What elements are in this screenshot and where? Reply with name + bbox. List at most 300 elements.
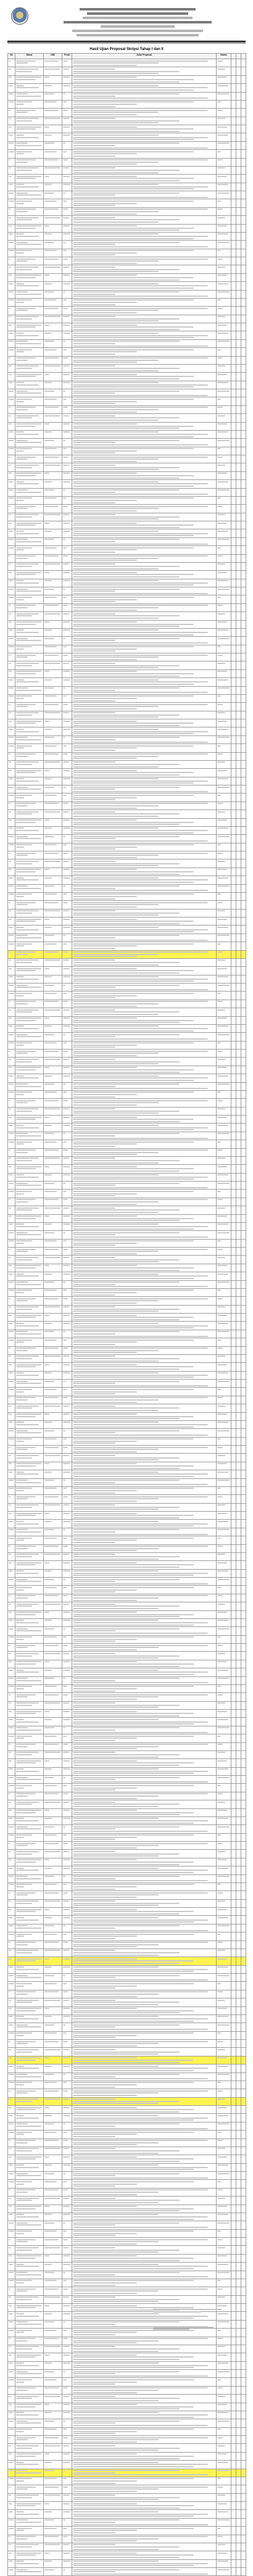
- table-cell: [72, 711, 217, 719]
- table-cell: [8, 1792, 15, 1800]
- table-cell: [8, 2320, 15, 2328]
- table-cell: [231, 1882, 236, 1891]
- table-cell: [72, 1380, 217, 1388]
- table-cell: [241, 463, 246, 471]
- table-cell: [72, 1346, 217, 1354]
- table-cell: [8, 331, 15, 339]
- table-row: [8, 1305, 246, 1313]
- table-row: [8, 1214, 246, 1222]
- table-cell: [62, 109, 72, 117]
- table-cell: [44, 290, 62, 298]
- table-cell: [217, 868, 231, 876]
- table-cell: [217, 645, 231, 653]
- table-cell: [44, 1635, 62, 1643]
- table-cell: [44, 2031, 62, 2039]
- table-cell: [8, 2329, 15, 2337]
- table-cell: [241, 1222, 246, 1230]
- table-cell: [236, 1165, 241, 1173]
- table-cell: [241, 2106, 246, 2114]
- table-cell: [44, 1033, 62, 1041]
- table-cell: [8, 587, 15, 595]
- table-cell: [231, 876, 236, 884]
- table-cell: [15, 1124, 44, 1132]
- table-cell: [236, 2205, 241, 2213]
- table-cell: [231, 727, 236, 735]
- table-cell: [8, 463, 15, 471]
- table-cell: [72, 348, 217, 356]
- table-cell: [231, 2180, 236, 2188]
- table-row: [8, 661, 246, 669]
- table-cell: [72, 1058, 217, 1066]
- table-cell: [15, 1949, 44, 1957]
- table-cell: [72, 678, 217, 686]
- table-cell: [72, 2180, 217, 2188]
- table-cell: [217, 1660, 231, 1668]
- table-cell: [8, 2180, 15, 2188]
- table-cell: [231, 100, 236, 108]
- table-cell: [62, 1710, 72, 1718]
- table-cell: [62, 661, 72, 669]
- table-cell: [8, 1816, 15, 1824]
- table-cell: [72, 818, 217, 826]
- table-cell: [72, 1090, 217, 1098]
- table-cell: [15, 1190, 44, 1198]
- table-cell: [62, 2419, 72, 2427]
- table-cell: [8, 2155, 15, 2163]
- table-row: [8, 1528, 246, 1536]
- table-cell: [72, 1602, 217, 1610]
- table-cell: [231, 1940, 236, 1949]
- table-cell: [44, 2131, 62, 2139]
- table-cell: [72, 661, 217, 669]
- table-cell: [15, 2172, 44, 2180]
- table-cell: [44, 1503, 62, 1511]
- table-cell: [231, 1808, 236, 1816]
- table-cell: [72, 1272, 217, 1280]
- table-cell: [8, 2279, 15, 2287]
- table-cell: [72, 1544, 217, 1552]
- table-cell: [241, 307, 246, 315]
- table-row: [8, 1264, 246, 1272]
- table-cell: [44, 1528, 62, 1536]
- table-cell: [236, 1990, 241, 1998]
- table-cell: [8, 1652, 15, 1660]
- table-cell: [241, 2370, 246, 2378]
- table-cell: [72, 1429, 217, 1437]
- table-cell: [217, 2147, 231, 2155]
- table-row: [8, 669, 246, 677]
- table-row: [8, 1198, 246, 1206]
- table-cell: [217, 2040, 231, 2048]
- table-row: [8, 59, 246, 67]
- table-cell: [236, 2172, 241, 2180]
- table-cell: [236, 984, 241, 992]
- table-cell: [231, 2155, 236, 2163]
- table-cell: [44, 2304, 62, 2312]
- table-cell: [72, 2353, 217, 2361]
- table-cell: [241, 1256, 246, 1264]
- table-row: [8, 1156, 246, 1164]
- table-cell: [15, 909, 44, 917]
- table-row: [8, 2419, 246, 2427]
- table-row: [8, 868, 246, 876]
- table-cell: [241, 1866, 246, 1874]
- table-cell: [217, 1808, 231, 1816]
- table-cell: [8, 744, 15, 752]
- table-cell: [15, 2469, 44, 2477]
- table-cell: [8, 2304, 15, 2312]
- header-no: No: [8, 54, 15, 59]
- table-cell: [15, 1594, 44, 1602]
- table-cell: [72, 2205, 217, 2213]
- table-cell: [8, 455, 15, 463]
- table-cell: [15, 439, 44, 447]
- table-cell: [217, 414, 231, 422]
- table-cell: [241, 992, 246, 1000]
- table-cell: [236, 1346, 241, 1354]
- table-row: [8, 2246, 246, 2254]
- table-cell: [236, 1718, 241, 1726]
- table-cell: [236, 975, 241, 983]
- table-cell: [8, 1718, 15, 1726]
- table-cell: [241, 133, 246, 141]
- table-cell: [231, 1792, 236, 1800]
- table-cell: [231, 1107, 236, 1115]
- table-cell: [44, 1239, 62, 1247]
- table-cell: [231, 769, 236, 777]
- table-cell: [217, 851, 231, 859]
- table-cell: [8, 2271, 15, 2279]
- table-row: [8, 950, 246, 958]
- table-cell: [62, 645, 72, 653]
- table-cell: [72, 1503, 217, 1511]
- table-cell: [231, 183, 236, 191]
- table-cell: [15, 777, 44, 785]
- table-cell: [8, 810, 15, 818]
- table-cell: [241, 571, 246, 579]
- table-row: [8, 810, 246, 818]
- table-row: [8, 851, 246, 859]
- table-cell: [8, 381, 15, 389]
- table-cell: [231, 1090, 236, 1098]
- table-cell: [236, 2395, 241, 2403]
- table-row: [8, 826, 246, 834]
- table-cell: [236, 307, 241, 315]
- table-cell: [72, 232, 217, 240]
- table-cell: [231, 1429, 236, 1437]
- table-cell: [62, 719, 72, 727]
- table-cell: [236, 793, 241, 801]
- table-cell: [231, 339, 236, 347]
- table-cell: [236, 595, 241, 603]
- table-cell: [241, 769, 246, 777]
- table-cell: [231, 2056, 236, 2064]
- table-cell: [231, 1520, 236, 1528]
- table-cell: [217, 447, 231, 455]
- table-cell: [15, 414, 44, 422]
- table-row: [8, 1314, 246, 1322]
- table-cell: [62, 1974, 72, 1982]
- table-cell: [15, 2527, 44, 2535]
- table-cell: [72, 505, 217, 513]
- table-cell: [62, 1742, 72, 1750]
- table-cell: [231, 603, 236, 611]
- table-cell: [231, 719, 236, 727]
- table-cell: [217, 207, 231, 215]
- table-cell: [8, 1272, 15, 1280]
- table-cell: [72, 1882, 217, 1891]
- table-cell: [15, 1833, 44, 1841]
- table-cell: [231, 1446, 236, 1454]
- table-row: [8, 257, 246, 265]
- table-row: [8, 1544, 246, 1552]
- table-cell: [62, 2502, 72, 2510]
- table-row: [8, 1627, 246, 1635]
- table-cell: [231, 529, 236, 537]
- table-cell: [44, 2518, 62, 2526]
- table-cell: [217, 909, 231, 917]
- table-cell: [72, 1965, 217, 1973]
- table-row: [8, 2056, 246, 2064]
- table-cell: [62, 2229, 72, 2237]
- table-cell: [44, 703, 62, 711]
- table-cell: [217, 992, 231, 1000]
- table-cell: [241, 2304, 246, 2312]
- table-cell: [231, 2535, 236, 2543]
- table-cell: [8, 2535, 15, 2543]
- table-cell: [8, 1776, 15, 1784]
- table-cell: [236, 1866, 241, 1874]
- table-cell: [15, 1644, 44, 1652]
- table-cell: [241, 447, 246, 455]
- table-cell: [15, 381, 44, 389]
- table-cell: [62, 2238, 72, 2246]
- table-cell: [8, 2097, 15, 2105]
- table-cell: [15, 1610, 44, 1618]
- table-cell: [236, 1239, 241, 1247]
- table-cell: [236, 1899, 241, 1907]
- table-row: [8, 1165, 246, 1173]
- table-cell: [236, 1454, 241, 1462]
- table-cell: [241, 1156, 246, 1164]
- table-cell: [217, 2502, 231, 2510]
- table-row: [8, 455, 246, 463]
- table-cell: [241, 1371, 246, 1379]
- table-cell: [241, 1610, 246, 1618]
- table-cell: [44, 2155, 62, 2163]
- table-cell: [62, 1660, 72, 1668]
- table-cell: [62, 1140, 72, 1148]
- table-cell: [72, 1231, 217, 1239]
- table-cell: [236, 1833, 241, 1841]
- table-cell: [241, 2568, 246, 2576]
- table-cell: [44, 1354, 62, 1362]
- table-cell: [62, 1478, 72, 1486]
- table-row: [8, 2502, 246, 2510]
- header-status: Status: [217, 54, 231, 59]
- table-cell: [236, 859, 241, 868]
- table-cell: [44, 554, 62, 562]
- table-cell: [217, 364, 231, 372]
- table-row: [8, 2485, 246, 2493]
- table-cell: [236, 513, 241, 521]
- table-row: [8, 1684, 246, 1692]
- table-cell: [62, 1718, 72, 1726]
- table-cell: [241, 1676, 246, 1684]
- table-cell: [62, 1190, 72, 1198]
- table-cell: [15, 2122, 44, 2130]
- table-row: [8, 612, 246, 620]
- table-cell: [217, 1248, 231, 1256]
- table-cell: [62, 554, 72, 562]
- table-cell: [72, 2295, 217, 2303]
- table-cell: [241, 373, 246, 381]
- table-cell: [236, 397, 241, 405]
- table-cell: [241, 1536, 246, 1544]
- table-cell: [72, 117, 217, 125]
- table-cell: [62, 760, 72, 768]
- table-row: [8, 2147, 246, 2155]
- table-cell: [217, 554, 231, 562]
- table-row: [8, 2543, 246, 2551]
- table-cell: [8, 2444, 15, 2452]
- table-row: [8, 1288, 246, 1296]
- table-cell: [44, 1552, 62, 1560]
- table-cell: [62, 958, 72, 966]
- table-cell: [241, 2246, 246, 2254]
- table-cell: [231, 2131, 236, 2139]
- table-cell: [236, 909, 241, 917]
- document-page: [7, 5, 246, 2337]
- table-cell: [72, 1330, 217, 1338]
- table-cell: [72, 2386, 217, 2394]
- table-cell: [15, 984, 44, 992]
- table-cell: [15, 587, 44, 595]
- table-cell: [15, 1512, 44, 1520]
- table-cell: [72, 1280, 217, 1288]
- header-extra: [236, 54, 241, 59]
- table-cell: [217, 1420, 231, 1428]
- table-cell: [72, 826, 217, 834]
- table-cell: [15, 1842, 44, 1850]
- table-cell: [231, 1701, 236, 1709]
- table-cell: [217, 2527, 231, 2535]
- table-cell: [231, 2065, 236, 2073]
- table-row: [8, 2205, 246, 2213]
- table-cell: [44, 2535, 62, 2543]
- table-cell: [8, 1024, 15, 1032]
- table-cell: [236, 1808, 241, 1816]
- table-cell: [44, 224, 62, 232]
- table-row: [8, 1710, 246, 1718]
- table-cell: [231, 397, 236, 405]
- table-cell: [15, 1305, 44, 1313]
- table-cell: [15, 2180, 44, 2188]
- table-cell: [217, 2436, 231, 2444]
- table-cell: [15, 1552, 44, 1560]
- table-cell: [44, 249, 62, 257]
- table-row: [8, 620, 246, 628]
- table-cell: [15, 2386, 44, 2394]
- table-cell: [217, 917, 231, 926]
- table-cell: [72, 125, 217, 133]
- table-cell: [72, 769, 217, 777]
- table-cell: [217, 1470, 231, 1478]
- table-cell: [15, 232, 44, 240]
- table-cell: [15, 1635, 44, 1643]
- table-cell: [72, 1182, 217, 1190]
- table-cell: [44, 84, 62, 92]
- table-cell: [15, 2444, 44, 2452]
- table-cell: [72, 1594, 217, 1602]
- table-cell: [236, 1825, 241, 1833]
- table-cell: [44, 1586, 62, 1594]
- table-cell: [241, 117, 246, 125]
- table-cell: [236, 463, 241, 471]
- table-cell: [217, 2172, 231, 2180]
- table-row: [8, 2163, 246, 2171]
- table-cell: [236, 529, 241, 537]
- table-cell: [217, 1520, 231, 1528]
- table-cell: [231, 1718, 236, 1726]
- table-cell: [44, 1899, 62, 1907]
- table-row: [8, 1833, 246, 1841]
- table-cell: [62, 1503, 72, 1511]
- table-cell: [72, 480, 217, 488]
- table-cell: [72, 2122, 217, 2130]
- table-cell: [236, 1874, 241, 1882]
- table-cell: [44, 2073, 62, 2081]
- table-cell: [8, 480, 15, 488]
- table-cell: [44, 1338, 62, 1346]
- table-cell: [217, 1710, 231, 1718]
- table-cell: [231, 405, 236, 413]
- table-row: [8, 1478, 246, 1486]
- table-cell: [8, 339, 15, 347]
- table-cell: [236, 678, 241, 686]
- table-cell: [217, 117, 231, 125]
- table-cell: [44, 505, 62, 513]
- table-cell: [72, 290, 217, 298]
- table-cell: [231, 496, 236, 504]
- table-cell: [44, 760, 62, 768]
- table-cell: [231, 2197, 236, 2205]
- table-cell: [231, 1041, 236, 1049]
- table-row: [8, 1486, 246, 1494]
- table-row: [8, 1082, 246, 1090]
- table-cell: [72, 2048, 217, 2056]
- table-cell: [15, 992, 44, 1000]
- table-cell: [44, 653, 62, 661]
- table-cell: [231, 1767, 236, 1775]
- table-cell: [241, 2436, 246, 2444]
- table-cell: [15, 669, 44, 677]
- table-cell: [231, 2172, 236, 2180]
- table-row: [8, 422, 246, 430]
- table-cell: [241, 1354, 246, 1362]
- table-cell: [231, 2461, 236, 2469]
- table-cell: [217, 1850, 231, 1858]
- table-cell: [44, 1850, 62, 1858]
- table-cell: [231, 2477, 236, 2485]
- table-cell: [72, 1264, 217, 1272]
- table-cell: [8, 785, 15, 793]
- table-cell: [241, 554, 246, 562]
- table-cell: [236, 2551, 241, 2559]
- table-cell: [8, 984, 15, 992]
- table-cell: [62, 257, 72, 265]
- table-cell: [236, 1734, 241, 1742]
